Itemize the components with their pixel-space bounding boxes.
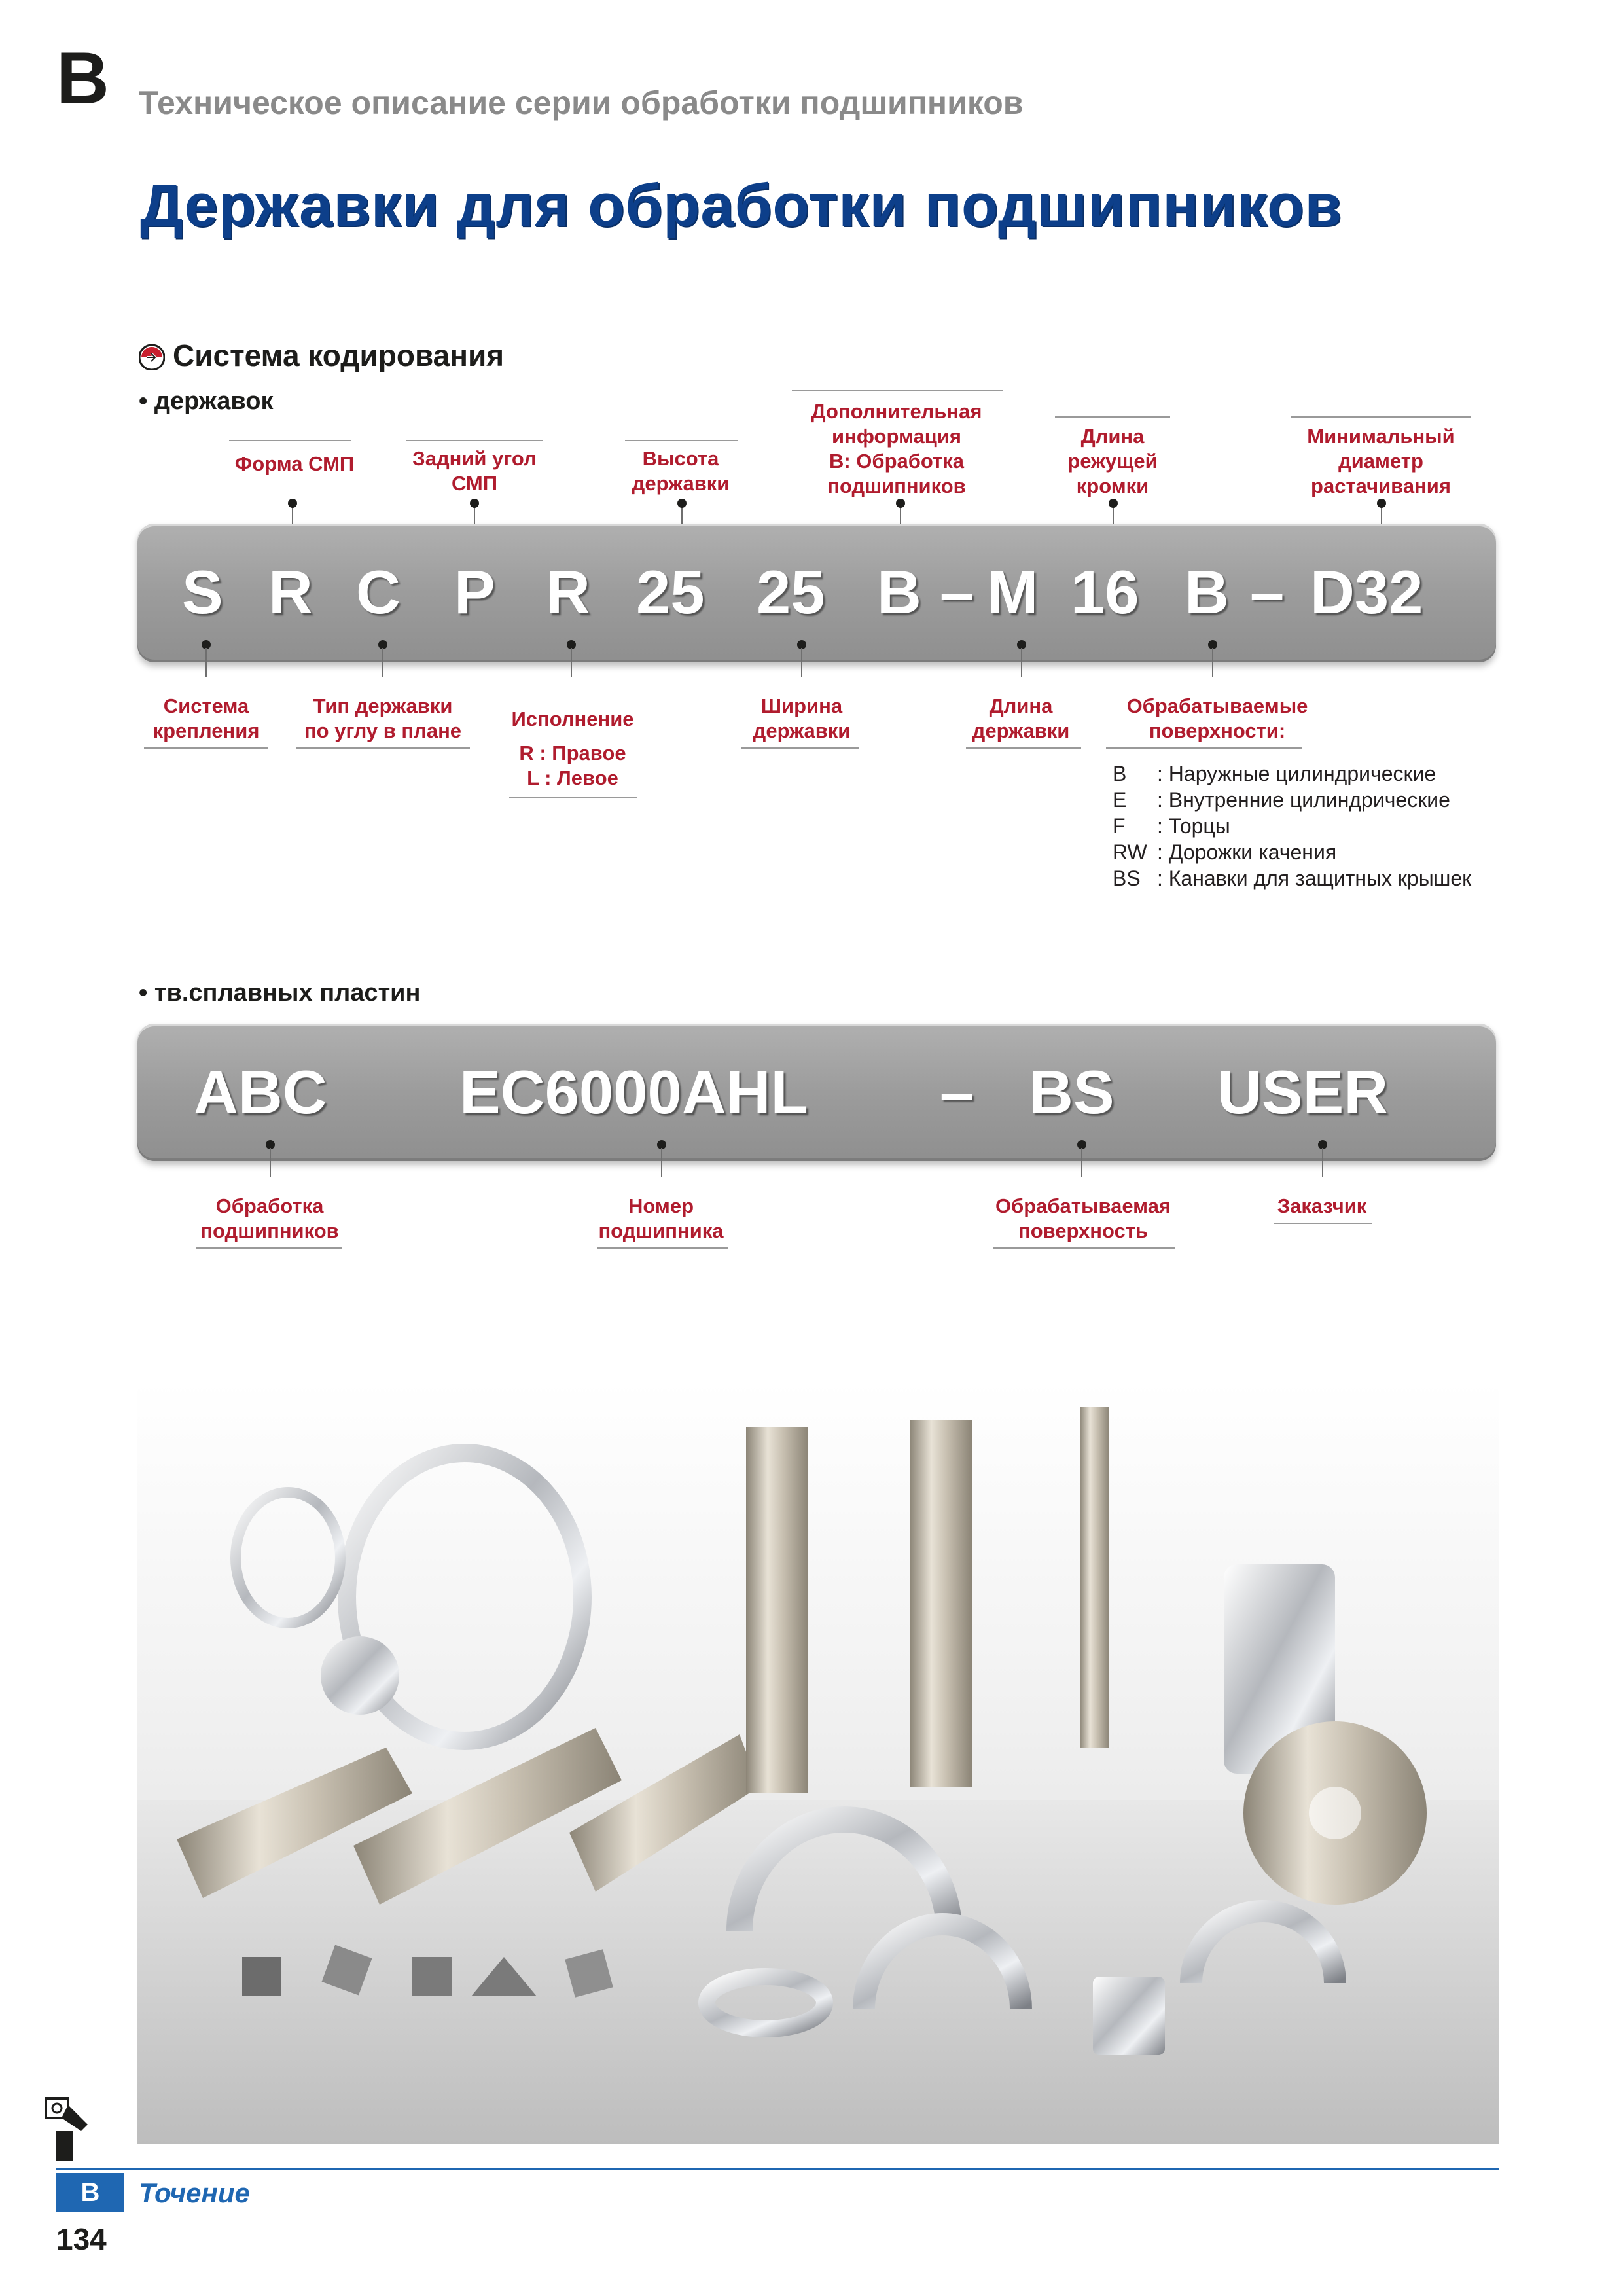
insert-code-user: USER — [1217, 1058, 1389, 1126]
page-title: Державки для обработки подшипников — [140, 172, 1342, 239]
code-char-surfaces: B — [1185, 558, 1229, 626]
label-execution: Исполнение — [511, 708, 634, 730]
code-char-height: 25 — [636, 558, 705, 626]
label-holder-type: Тип державки по углу в плане — [304, 694, 462, 742]
surface-row: B : Наружные цилиндрические — [1113, 762, 1436, 785]
label-cutting-edge-length: Длина режущей кромки — [1067, 425, 1158, 497]
code-char-insert-shape: C — [356, 558, 401, 626]
inserts-bullet: • тв.сплавных пластин — [139, 979, 421, 1007]
label-customer: Заказчик — [1277, 1194, 1367, 1217]
footer-section-tab: B — [56, 2173, 124, 2212]
label-surfaces: Обрабатываемые поверхности: — [1126, 694, 1308, 742]
insert-code-bearing-number: EC6000AHL — [459, 1058, 808, 1126]
code-char-clearance: P — [454, 558, 495, 626]
label-execution-right: R : Правое — [519, 742, 626, 764]
code-char-execution: R — [546, 558, 590, 626]
label-insert-shape: Форма СМП — [234, 452, 355, 475]
code-char-dash-2: – — [1250, 558, 1285, 626]
arrow-circle-icon — [139, 344, 165, 370]
label-bearing-number: Номер подшипника — [598, 1194, 724, 1242]
code-char-dash-1: – — [940, 558, 974, 626]
label-machined-surface: Обрабатываемая поверхность — [995, 1194, 1171, 1242]
label-holder-height: Высота державки — [632, 447, 730, 495]
surface-row: BS : Канавки для защитных крышек — [1113, 867, 1472, 890]
label-clearance-angle: Задний угол СМП — [412, 447, 537, 495]
code-char-width: 25 — [757, 558, 825, 626]
footer-section-label: Точение — [139, 2178, 250, 2208]
label-execution-left: L : Левое — [527, 766, 618, 789]
holders-bullet: • державок — [139, 387, 274, 415]
code-char-additional: B — [877, 558, 921, 626]
label-additional-info: Дополнительная информация B: Обработка подшипников — [811, 400, 982, 497]
code-char-length: M — [987, 558, 1039, 626]
code-char-edge-length: 16 — [1071, 558, 1139, 626]
code-char-system: S — [182, 558, 223, 626]
footer-strip — [56, 2168, 1499, 2170]
code-char-holder-type: R — [268, 558, 313, 626]
turning-tool-icon — [42, 2092, 101, 2164]
product-photo — [137, 1381, 1499, 2144]
label-holder-length: Длина державки — [972, 694, 1070, 742]
page-number: 134 — [56, 2222, 107, 2256]
insert-code-dash: – — [940, 1058, 974, 1126]
label-bearing-machining: Обработка подшипников — [200, 1194, 339, 1242]
insert-code-surface: BS — [1029, 1058, 1115, 1126]
label-holder-width: Ширина державки — [753, 694, 851, 742]
insert-code-abc: ABC — [194, 1058, 327, 1126]
surface-row: E : Внутренние цилиндрические — [1113, 788, 1450, 812]
label-min-bore-diameter: Минимальный диаметр растачивания — [1307, 425, 1455, 497]
label-clamping-system: Система крепления — [152, 694, 260, 742]
surface-row: F : Торцы — [1113, 814, 1230, 838]
surface-row: RW : Дорожки качения — [1113, 840, 1337, 864]
header-subtitle: Техническое описание серии обработки подшипников — [139, 84, 1024, 121]
section-title: Система кодирования — [173, 338, 505, 372]
section-letter: B — [56, 37, 109, 119]
code-char-min-diameter: D32 — [1310, 558, 1423, 626]
